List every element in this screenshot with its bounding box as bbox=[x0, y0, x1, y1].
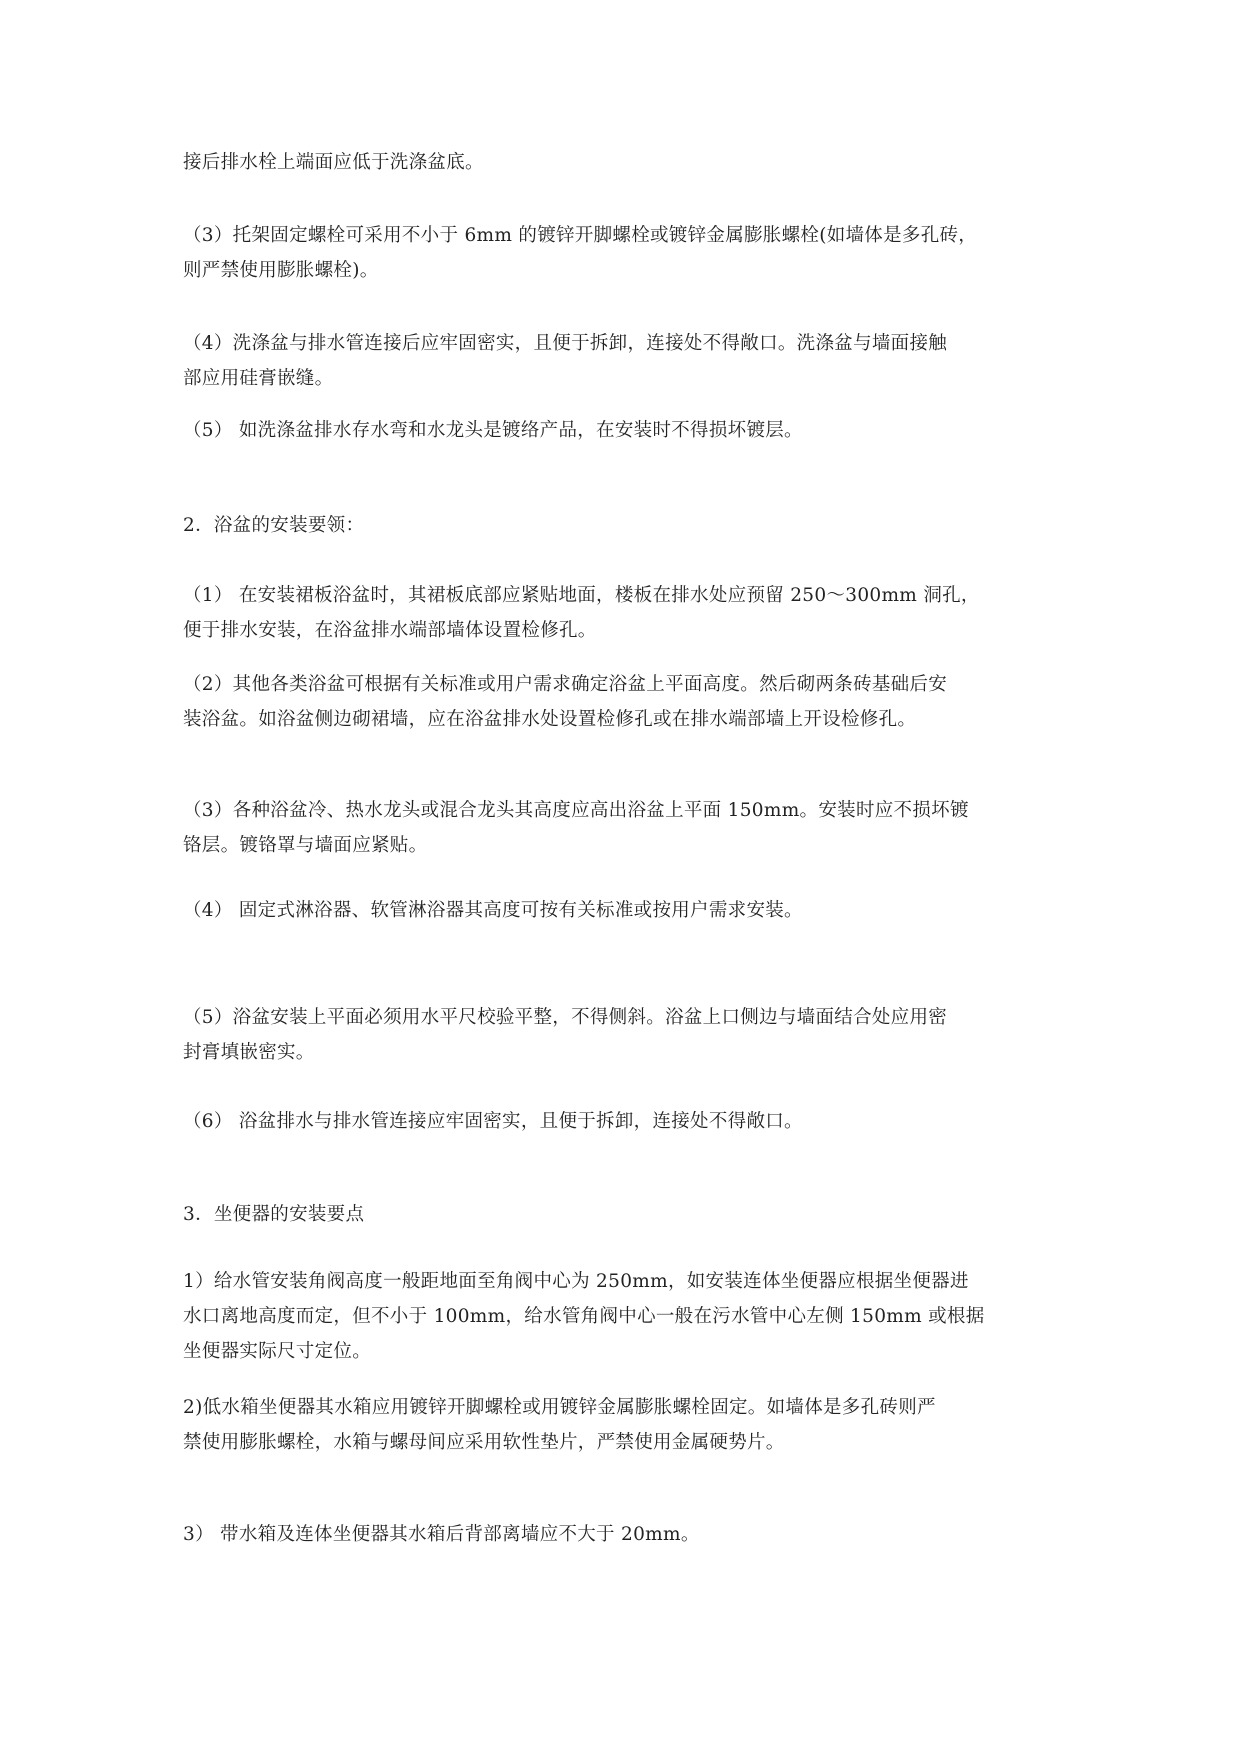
paragraph-sink-3 bbox=[183, 218, 1063, 288]
section-heading-bathtub bbox=[183, 508, 1063, 543]
paragraph-bathtub-2 bbox=[183, 667, 1063, 737]
text-line: （1） 在安装裙板浴盆时，其裙板底部应紧贴地面，楼板在排水处应预留 250～300mm 洞孔， bbox=[183, 585, 980, 606]
text-line: （3）托架固定螺栓可采用不小于 6mm 的镀锌开脚螺栓或镀锌金属膨胀螺栓(如墙体是多孔砖， bbox=[183, 225, 978, 246]
text-line: 坐便器实际尺寸定位。 bbox=[183, 1341, 372, 1362]
text-line: 装浴盆。如浴盆侧边砌裙墙，应在浴盆排水处设置检修孔或在排水端部墙上开设检修孔。 bbox=[183, 709, 917, 730]
text-line: （4）洗涤盆与排水管连接后应牢固密实，且便于拆卸，连接处不得敞口。洗涤盆与墙面接触 bbox=[183, 333, 948, 354]
text-line: 3） 带水箱及连体坐便器其水箱后背部离墙应不大于 20mm。 bbox=[183, 1524, 700, 1545]
text-line: （5）浴盆安装上平面必须用水平尺校验平整，不得侧斜。浴盆上口侧边与墙面结合处应用密 bbox=[183, 1007, 948, 1028]
paragraph-sink-drain-height bbox=[183, 145, 1063, 180]
paragraph-toilet-2 bbox=[183, 1390, 1063, 1460]
paragraph-bathtub-5 bbox=[183, 1000, 1063, 1070]
paragraph-sink-5 bbox=[183, 413, 1063, 448]
paragraph-toilet-1 bbox=[183, 1264, 1063, 1369]
paragraph-sink-4 bbox=[183, 326, 1063, 396]
section-heading-toilet bbox=[183, 1197, 1063, 1232]
text-line: 接后排水栓上端面应低于洗涤盆底。 bbox=[183, 152, 484, 173]
text-line: 便于排水安装，在浴盆排水端部墙体设置检修孔。 bbox=[183, 620, 597, 641]
paragraph-bathtub-3 bbox=[183, 793, 1063, 863]
text-line: （4） 固定式淋浴器、软管淋浴器其高度可按有关标准或按用户需求安装。 bbox=[183, 900, 803, 921]
text-line: （5） 如洗涤盆排水存水弯和水龙头是镀络产品，在安装时不得损坏镀层。 bbox=[183, 420, 803, 441]
paragraph-toilet-3 bbox=[183, 1517, 1063, 1552]
text-line: 铬层。镀铬罩与墙面应紧贴。 bbox=[183, 835, 428, 856]
text-line: 2．浴盆的安装要领： bbox=[183, 515, 365, 536]
paragraph-bathtub-6 bbox=[183, 1104, 1063, 1139]
text-line: （3）各种浴盆冷、热水龙头或混合龙头其高度应高出浴盆上平面 150mm。安装时应不损坏镀 bbox=[183, 800, 969, 821]
text-line: 则严禁使用膨胀螺栓)。 bbox=[183, 260, 379, 281]
text-line: 2)低水箱坐便器其水箱应用镀锌开脚螺栓或用镀锌金属膨胀螺栓固定。如墙体是多孔砖则严 bbox=[183, 1397, 936, 1418]
text-line: 1）给水管安装角阀高度一般距地面至角阀中心为 250mm，如安装连体坐便器应根据坐便器进 bbox=[183, 1271, 969, 1292]
text-line: 部应用硅膏嵌缝。 bbox=[183, 368, 334, 389]
text-line: 禁使用膨胀螺栓，水箱与螺母间应采用软性垫片，严禁使用金属硬势片。 bbox=[183, 1432, 785, 1453]
paragraph-bathtub-1 bbox=[183, 578, 1063, 648]
text-line: 3．坐便器的安装要点 bbox=[183, 1204, 365, 1225]
text-line: 封膏填嵌密实。 bbox=[183, 1042, 315, 1063]
text-line: （2）其他各类浴盆可根据有关标准或用户需求确定浴盆上平面高度。然后砌两条砖基础后安 bbox=[183, 674, 948, 695]
paragraph-bathtub-4 bbox=[183, 893, 1063, 928]
text-line: 水口离地高度而定，但不小于 100mm，给水管角阀中心一般在污水管中心左侧 150mm 或根据 bbox=[183, 1306, 985, 1327]
text-line: （6） 浴盆排水与排水管连接应牢固密实，且便于拆卸，连接处不得敞口。 bbox=[183, 1111, 803, 1132]
